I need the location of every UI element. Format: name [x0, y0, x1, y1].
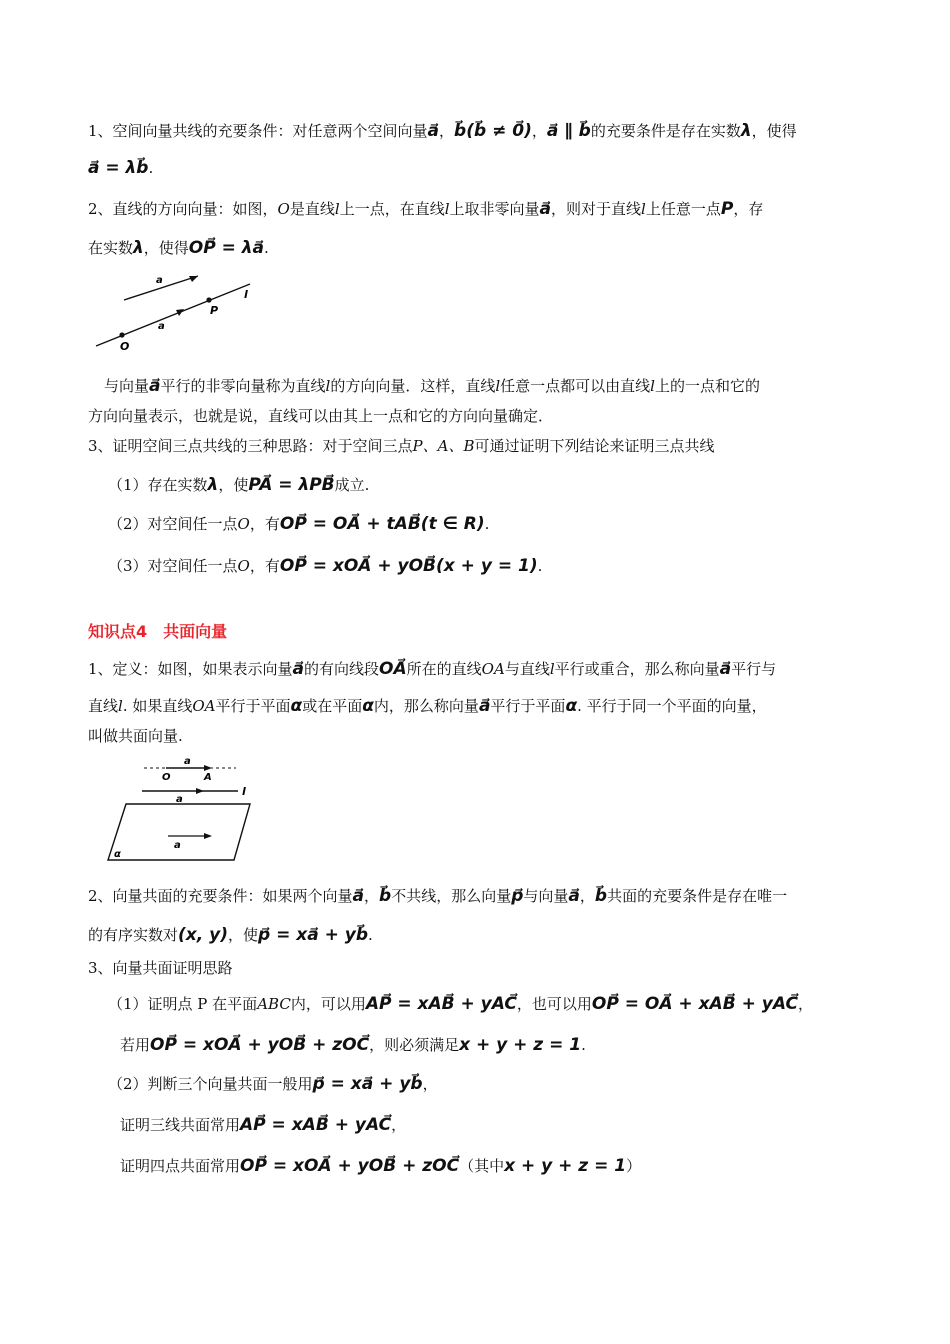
- equation-op-xyz: OP⃗ = xOA⃗ + yOB⃗ + zOC⃗: [240, 1156, 460, 1176]
- text: 方向向量表示，也就是说，直线可以由其上一点和它的方向向量确定．: [88, 407, 554, 425]
- collinear-method-2: [108, 514, 888, 534]
- text: ，则对于直线: [551, 200, 642, 218]
- text: 3、证明空间三点共线的三种思路：对于空间三点: [88, 437, 413, 455]
- label-P: P: [210, 304, 219, 317]
- text: ，使得: [143, 239, 189, 257]
- text: . 如果直线: [122, 697, 193, 715]
- label-O: O: [120, 340, 130, 353]
- label-l: l: [242, 785, 246, 798]
- line-l: l: [641, 200, 646, 218]
- text: ，使得: [751, 122, 797, 140]
- figure-coplanar-vector: [104, 756, 254, 866]
- line-OA: OA: [192, 697, 216, 715]
- text: 平行的非零向量称为直线: [160, 377, 326, 395]
- vector-a: a⃗: [539, 199, 552, 219]
- coplanar-proof-2-line1: [108, 1074, 888, 1094]
- text: 可通过证明下列结论来证明三点共线: [474, 437, 715, 455]
- arrowhead-icon: [176, 309, 184, 316]
- coplanar-definition-line2: [88, 696, 868, 716]
- coplanar-proof-1-line1: [108, 994, 888, 1014]
- direction-vector-line2: [88, 238, 868, 258]
- line-l: l: [495, 377, 501, 395]
- text: .: [484, 515, 490, 533]
- point-P-dot: [206, 297, 211, 302]
- plane-alpha: α: [362, 696, 374, 716]
- coplanar-proof-2-line2: [120, 1115, 900, 1135]
- lambda: λ: [207, 475, 219, 495]
- text: 平行与: [731, 660, 777, 678]
- line-l: l: [549, 660, 555, 678]
- text: 与直线: [504, 660, 550, 678]
- equation-op-xyz: OP⃗ = xOA⃗ + yOB⃗ + zOC⃗: [150, 1035, 370, 1055]
- equation-ap: AP⃗ = xAB⃗ + yAC⃗: [365, 994, 517, 1014]
- text: 2、向量共面的充要条件：如果两个向量: [88, 887, 353, 905]
- equation-p-xa-yb: p⃗ = xa⃗ + yb⃗: [258, 925, 369, 945]
- text: （2）对空间任一点: [108, 515, 238, 533]
- equation-op-oa-tab: OP⃗ = OA⃗ + tAB⃗(t ∈ R): [279, 514, 485, 534]
- collinear-condition-line2: [88, 158, 868, 178]
- line-l: l: [444, 200, 450, 218]
- vector-a: a⃗: [352, 886, 365, 906]
- vector-a: a⃗: [292, 659, 305, 679]
- points-PAB: P、A、B: [412, 437, 475, 455]
- arrowhead-icon: [196, 788, 204, 794]
- label-a: a: [174, 840, 181, 851]
- text: .: [537, 557, 543, 575]
- equation-a-lambda-b: a⃗ = λb⃗: [88, 158, 149, 178]
- text: （2）判断三个向量共面一般用: [108, 1075, 313, 1093]
- plane-alpha-parallelogram: [108, 804, 250, 860]
- plane-alpha: α: [565, 696, 578, 716]
- text: .: [264, 239, 269, 257]
- direction-vector-explain-line2: [88, 406, 868, 426]
- equation-op-oa: OP⃗ = OA⃗ + xAB⃗ + yAC⃗: [591, 994, 798, 1014]
- text: ，: [579, 887, 595, 905]
- lambda: λ: [133, 238, 144, 258]
- coplanar-proof-heading: 3、向量共面证明思路: [88, 959, 233, 977]
- text: 上的一点和它的: [654, 377, 760, 395]
- point-O-dot: [119, 332, 124, 337]
- label-O: O: [162, 772, 171, 783]
- vector-p: p⃗: [511, 886, 524, 906]
- equation-op-lambda-a: OP⃗ = λa⃗: [188, 238, 265, 258]
- arrowhead-icon: [204, 833, 212, 839]
- point-O: O: [237, 515, 250, 533]
- text: 上取非零向量: [449, 200, 540, 218]
- text: 所在的直线: [406, 660, 482, 678]
- vector-b-nonzero: b⃗(b⃗ ≠ 0⃗): [454, 121, 532, 141]
- text: 上一点，在直线: [339, 200, 445, 218]
- coplanar-proof-1-line2: [120, 1035, 900, 1055]
- text: ）: [626, 1157, 642, 1175]
- text: 任意一点都可以由直线: [500, 377, 651, 395]
- figure-direction-vector: [90, 270, 260, 355]
- line-l: l: [325, 377, 331, 395]
- text: （1）存在实数: [108, 476, 208, 494]
- text: （1）证明点 P 在平面: [108, 995, 258, 1013]
- vector-a: a⃗: [719, 659, 732, 679]
- line-l: [96, 284, 250, 346]
- coplanar-condition-line2: [88, 925, 868, 945]
- vector-a: a⃗: [149, 376, 161, 396]
- text: （3）对空间任一点: [108, 557, 238, 575]
- vector-b: b⃗: [379, 886, 392, 906]
- label-alpha: α: [114, 849, 121, 860]
- equation-op-xoa-yob: OP⃗ = xOA⃗ + yOB⃗(x + y = 1): [279, 556, 538, 576]
- equation-pa-lambda-pb: PA⃗ = λPB⃗: [248, 475, 335, 495]
- text: ，则必须满足: [369, 1036, 460, 1054]
- text: 直线: [88, 697, 119, 715]
- label-a: a: [158, 321, 165, 332]
- text: 的方向向量．这样，直线: [330, 377, 496, 395]
- text: 的有序实数对: [88, 926, 179, 944]
- point-P: P: [720, 199, 734, 219]
- text: 2、直线的方向向量：如图，: [88, 200, 278, 218]
- label-a: a: [176, 794, 183, 805]
- text: ，: [531, 122, 547, 140]
- vector-a: a⃗: [478, 696, 491, 716]
- coplanar-condition-line1: [88, 886, 868, 906]
- vector-a: a⃗: [568, 886, 580, 906]
- point-O: O: [277, 200, 290, 218]
- collinear-condition-line1: [88, 121, 868, 141]
- text: ，存: [733, 200, 764, 218]
- text: 叫做共面向量.: [88, 727, 183, 745]
- text: .: [581, 1036, 586, 1054]
- text: 平行于平面: [215, 697, 291, 715]
- text: 与向量: [523, 887, 569, 905]
- text: 或在平面: [302, 697, 363, 715]
- text: ，也可以用: [516, 995, 592, 1013]
- text: ，使: [227, 926, 258, 944]
- text: 共面的充要条件是存在唯一: [607, 887, 788, 905]
- text: 证明四点共面常用: [120, 1157, 241, 1175]
- direction-vector-line1: [88, 199, 868, 219]
- coplanar-proof-2-line3: [120, 1156, 900, 1176]
- direction-vector-explain-line1: [104, 376, 884, 396]
- vector-a: a⃗: [427, 121, 440, 141]
- text: 内，那么称向量: [373, 697, 479, 715]
- text: . 平行于同一个平面的向量，: [577, 697, 767, 715]
- ordered-pair-xy: (x, y): [178, 925, 228, 945]
- text: 上任意一点: [645, 200, 721, 218]
- text: ，使: [218, 476, 249, 494]
- line-l: l: [334, 200, 340, 218]
- equation-ap: AP⃗ = xAB⃗ + yAC⃗: [240, 1115, 392, 1135]
- text: ，: [422, 1075, 438, 1093]
- text: 1、空间向量共线的充要条件：对任意两个空间向量: [88, 122, 428, 140]
- text: （其中: [459, 1157, 505, 1175]
- plane-ABC: ABC: [257, 995, 291, 1013]
- label-l: l: [244, 288, 248, 301]
- text: 是直线: [289, 200, 335, 218]
- parallel-expression: a⃗ ∥ b⃗: [546, 121, 591, 141]
- coplanar-definition-line3: [88, 726, 868, 746]
- text: ，有: [249, 557, 280, 575]
- three-points-collinear-intro: [88, 436, 868, 456]
- label-a: a: [184, 756, 191, 767]
- text: 的有向线段: [304, 660, 380, 678]
- label-A: A: [204, 772, 212, 783]
- point-O: O: [237, 557, 250, 575]
- equation-sum-one: x + y + z = 1: [459, 1035, 582, 1055]
- text: ，: [364, 887, 380, 905]
- line-l: l: [118, 697, 123, 715]
- text: 平行或重合，那么称向量: [554, 660, 720, 678]
- text: 在实数: [88, 239, 134, 257]
- text: .: [148, 159, 154, 177]
- collinear-method-1: [108, 475, 888, 495]
- line-l: l: [650, 377, 655, 395]
- label-a: a: [156, 275, 163, 286]
- equation-sum-one: x + y + z = 1: [504, 1156, 627, 1176]
- text: 内，可以用: [290, 995, 366, 1013]
- text: 若用: [120, 1036, 151, 1054]
- text: 证明三线共面常用: [120, 1116, 241, 1134]
- line-OA: OA: [481, 660, 505, 678]
- text: 成立.: [334, 476, 370, 494]
- text: ，: [797, 995, 813, 1013]
- text: 的充要条件是存在实数: [590, 122, 741, 140]
- section-heading-coplanar-vectors: 知识点4 共面向量: [88, 622, 228, 641]
- lambda: λ: [740, 121, 752, 141]
- arrowhead-icon: [204, 765, 212, 771]
- vector-OA: OA⃗: [379, 659, 407, 679]
- text: 平行于平面: [490, 697, 566, 715]
- vector-b: b⃗: [594, 886, 608, 906]
- plane-alpha: α: [290, 696, 303, 716]
- text: .: [368, 926, 373, 944]
- text: 与向量: [104, 377, 150, 395]
- text: 不共线，那么向量: [391, 887, 512, 905]
- text: ，: [439, 122, 455, 140]
- text: ，有: [249, 515, 280, 533]
- coplanar-definition-line1: [88, 659, 868, 679]
- collinear-method-3: [108, 556, 888, 576]
- text: 1、定义：如图，如果表示向量: [88, 660, 293, 678]
- equation-p-xa-yb: p⃗ = xa⃗ + yb⃗: [312, 1074, 423, 1094]
- text: ，: [391, 1116, 407, 1134]
